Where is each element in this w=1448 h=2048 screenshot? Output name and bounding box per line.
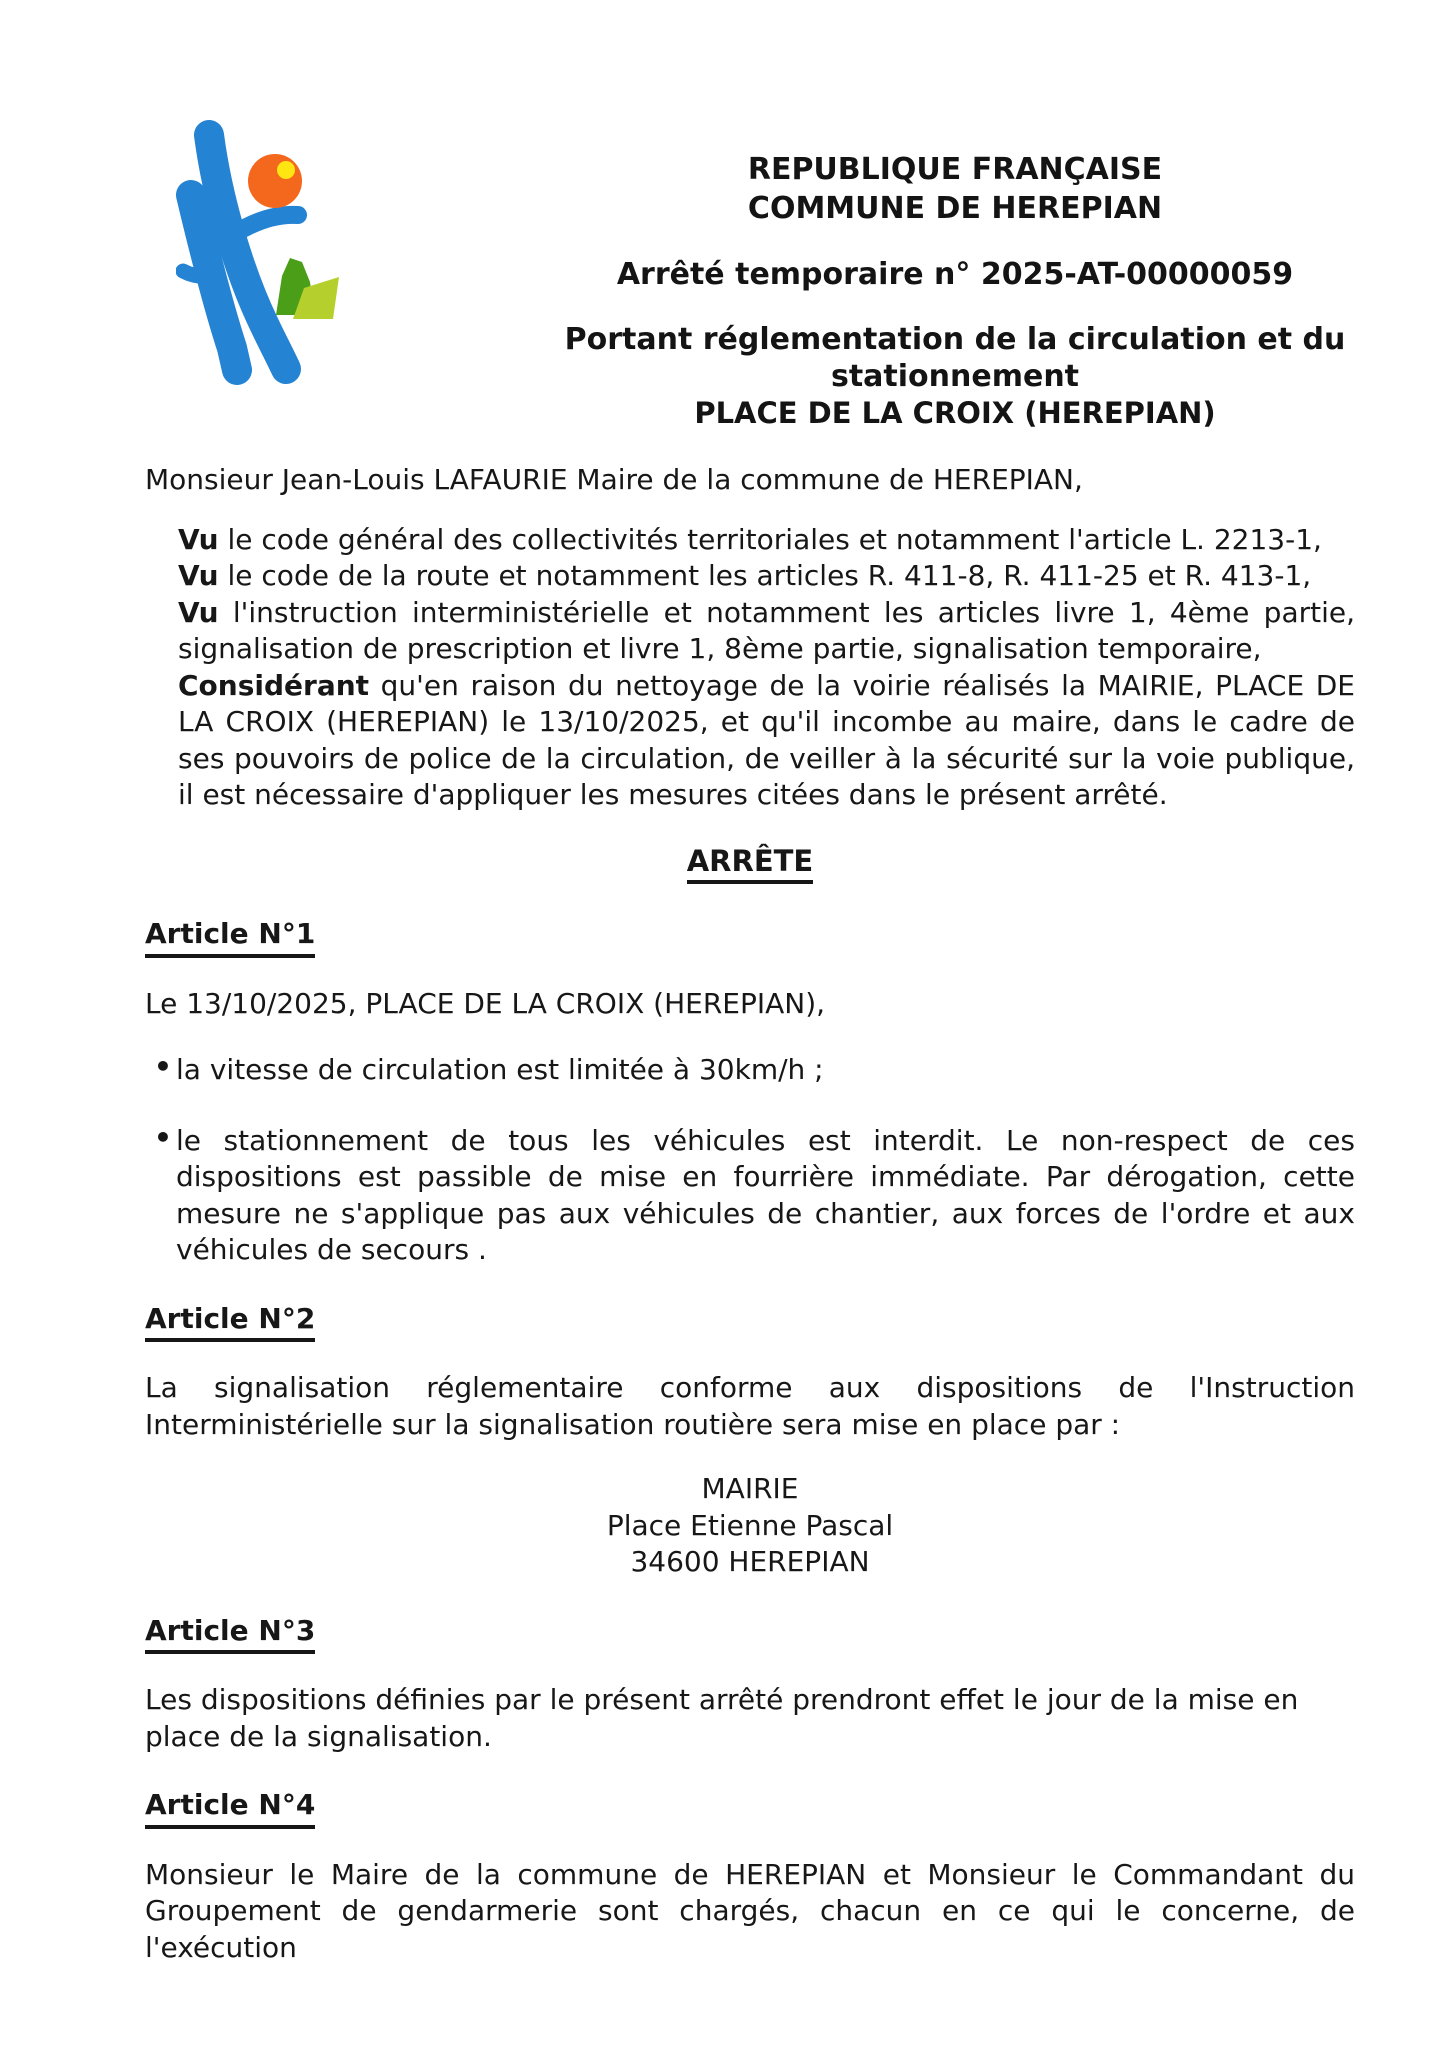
article-4-heading-text: Article N°4 xyxy=(145,1787,315,1829)
recital-vu-2 xyxy=(178,558,1355,595)
recital-text: qu'en raison du nettoyage de la voirie réalisés la MAIRIE, PLACE DE LA CROIX (HEREPIAN) le 13/10/2025, et qu'il incombe au maire, dans le cadre de ses pouvoirs de police de la circulation, de veiller à la sécurité sur la voie publique, il est nécessaire d'appliquer les mesures citées dans le présent arrêté. xyxy=(178,668,1355,811)
article-1-heading xyxy=(145,916,1355,958)
recital-text: l'instruction interministérielle et notamment les articles livre 1, 4ème partie, signalisation de prescription et livre 1, 8ème partie, signalisation temporaire, xyxy=(178,595,1355,665)
bullet-item xyxy=(145,1123,1355,1269)
address-line-1: MAIRIE xyxy=(701,1472,799,1505)
article-3-paragraph: Les dispositions définies par le présent arrêté prendront effet le jour de la mise en place de la signalisation. xyxy=(145,1683,1299,1753)
address-line-2: Place Etienne Pascal xyxy=(606,1508,894,1542)
header-subject-line: Portant réglementation de la circulation et du stationnement xyxy=(564,322,1346,394)
document-body xyxy=(145,462,1355,1966)
commune-herepian-logo xyxy=(176,118,346,396)
header-commune-line: COMMUNE DE HEREPIAN xyxy=(747,191,1163,226)
article-1-heading-text: Article N°1 xyxy=(145,916,315,958)
recital-text: le code général des collectivités territoriales et notamment l'article L. 2213-1, xyxy=(218,522,1322,556)
article-4-heading xyxy=(145,1787,1355,1829)
bullet-text: le stationnement de tous les véhicules est interdit. Le non-respect de ces dispositions est passible de mise en fourrière immédiate. Par dérogation, cette mesure ne s'applique pas aux véhicules de chantier, aux forces de l'ordre et aux véhicules de secours . xyxy=(176,1123,1355,1266)
recital-lead: Considérant xyxy=(178,668,370,702)
recitals-block xyxy=(178,522,1355,814)
article-1-bullet-list xyxy=(145,1052,1355,1269)
decree-heading xyxy=(145,843,1355,885)
address-line-3: 34600 HEREPIAN xyxy=(630,1545,870,1578)
recital-lead: Vu xyxy=(178,595,219,629)
header-order-number: Arrêté temporaire n° 2025-AT-00000059 xyxy=(616,257,1294,292)
header-location-line: PLACE DE LA CROIX (HEREPIAN) xyxy=(694,396,1216,430)
article-3-heading xyxy=(145,1613,1355,1655)
recital-text: le code de la route et notamment les articles R. 411-8, R. 411-25 et R. 413-1, xyxy=(218,559,1312,592)
logo-graphic xyxy=(176,118,346,393)
recital-lead: Vu xyxy=(178,522,219,556)
bullet-item xyxy=(145,1052,1355,1089)
mayor-intro-line: Monsieur Jean-Louis LAFAURIE Maire de la commune de HEREPIAN, xyxy=(145,463,1083,496)
recital-vu-3 xyxy=(178,595,1355,668)
recital-considerant xyxy=(178,668,1355,814)
article-1-intro: Le 13/10/2025, PLACE DE LA CROIX (HEREPIAN), xyxy=(145,986,826,1020)
decree-heading-text: ARRÊTE xyxy=(687,843,814,885)
recital-vu-1 xyxy=(178,522,1355,559)
header-republic-line: REPUBLIQUE FRANÇAISE xyxy=(747,152,1163,187)
article-2-heading xyxy=(145,1301,1355,1343)
bullet-text: la vitesse de circulation est limitée à 30km/h ; xyxy=(176,1053,824,1086)
article-3-heading-text: Article N°3 xyxy=(145,1613,315,1655)
article-2-paragraph: La signalisation réglementaire conforme aux dispositions de l'Instruction Interministérielle sur la signalisation routière sera mise en place par : xyxy=(145,1371,1355,1441)
document-header xyxy=(455,150,1448,432)
recital-lead: Vu xyxy=(178,559,219,592)
address-block xyxy=(145,1471,1355,1581)
article-4-paragraph: Monsieur le Maire de la commune de HEREPIAN et Monsieur le Commandant du Groupement de gendarmerie sont chargés, chacun en ce qui le concerne, de l'exécution xyxy=(145,1857,1355,1964)
article-2-heading-text: Article N°2 xyxy=(145,1301,315,1343)
